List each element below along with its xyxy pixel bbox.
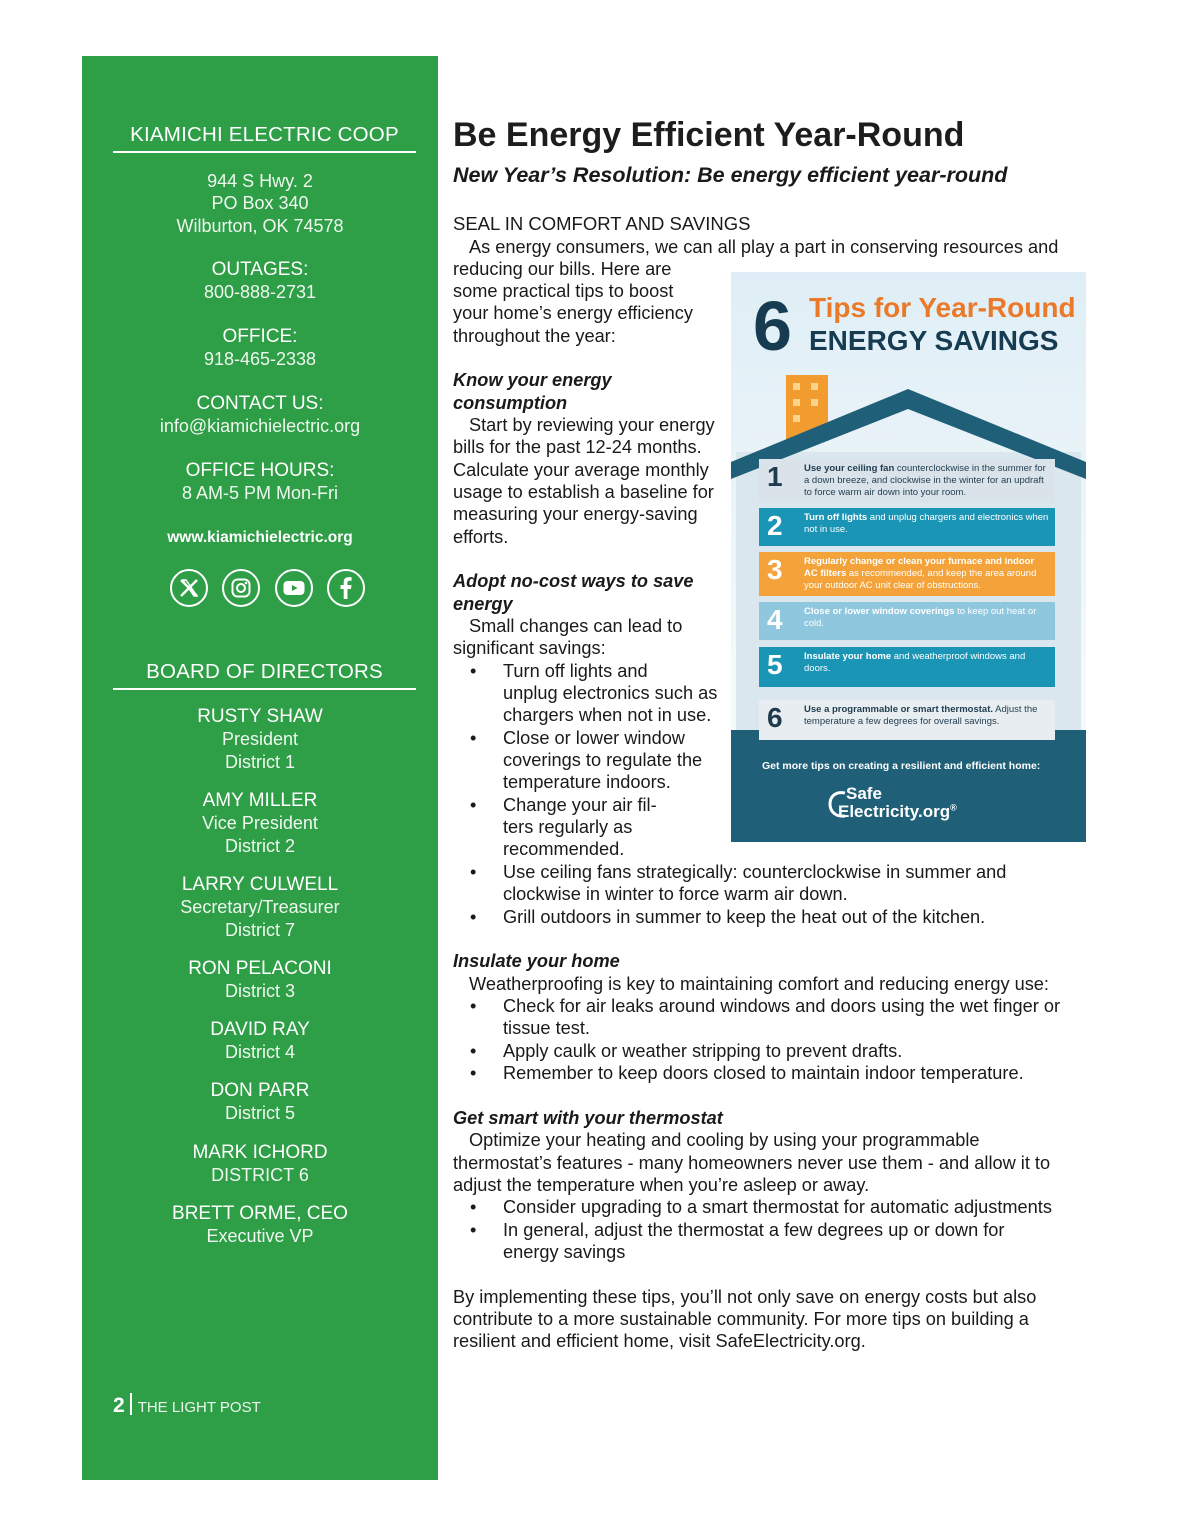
intro-line: reducing our bills. Here are: [453, 259, 672, 279]
member-name: DAVID RAY: [210, 1019, 310, 1040]
address-line: Wilburton, OK 74578: [176, 215, 344, 236]
bullet-text: chargers when not in use.: [503, 705, 712, 725]
know-line: measuring your energy-saving: [453, 504, 698, 524]
outages-info: [82, 259, 438, 304]
tip-number: 4: [767, 604, 783, 635]
building-window: [793, 399, 800, 406]
bullet: •: [470, 1063, 477, 1083]
brand-line1: Safe: [846, 784, 882, 803]
office-info: [82, 326, 438, 371]
tip-number: 5: [767, 649, 783, 680]
member-district: District 7: [224, 919, 295, 940]
infographic-footer-band: [731, 730, 1086, 842]
intro-line: throughout the year:: [453, 326, 616, 346]
tip-number: 3: [767, 554, 783, 585]
address: [82, 170, 438, 237]
know-line: usage to establish a baseline for: [453, 482, 714, 502]
bullet-text: In general, adjust the thermostat a few degrees up or down for: [503, 1220, 1005, 1240]
tip-rest: Adjust the temperature a few degrees for overall savings.: [804, 704, 1038, 727]
member-role: Vice President: [202, 813, 318, 834]
tip-text: [804, 606, 1049, 630]
tip-strong: Turn off lights: [804, 512, 868, 523]
tip-text: [804, 512, 1049, 536]
bullet: •: [470, 661, 477, 681]
member-district: District 4: [224, 1042, 295, 1063]
closing-line: By implementing these tips, you’ll not only save on energy costs but also: [453, 1287, 1037, 1307]
bullet-text: temperature indoors.: [503, 772, 671, 792]
footer-divider: [130, 1393, 132, 1415]
board-member: [82, 1203, 438, 1248]
contact-email-link[interactable]: info@kiamichielectric.org: [159, 416, 361, 437]
member-district: District 3: [224, 981, 295, 1002]
tip-text: [804, 556, 1049, 592]
member-name: AMY MILLER: [202, 790, 318, 811]
closing-line: contribute to a more sustainable community. For more tips on building a: [453, 1309, 1029, 1329]
member-name: DON PARR: [210, 1080, 310, 1101]
building-window: [811, 399, 818, 406]
bullet-text: Remember to keep doors closed to maintain indoor temperature.: [503, 1063, 1024, 1083]
brand-line2: [838, 802, 957, 822]
member-district: District 2: [224, 835, 295, 856]
tip-row: [759, 508, 1055, 546]
instagram-icon[interactable]: [222, 569, 260, 607]
board-member: [82, 1019, 438, 1064]
bullet: •: [470, 1197, 477, 1217]
board-member: [82, 958, 438, 1003]
know-line: Start by reviewing your energy: [469, 415, 715, 435]
tip-strong: Use a programmable or smart thermostat.: [804, 704, 994, 715]
office-hours: [82, 460, 438, 505]
member-name: MARK ICHORD: [192, 1142, 328, 1163]
tip-row: [759, 459, 1055, 503]
bullet-text: Change your air fil-: [503, 795, 657, 815]
insulate-heading: Insulate your home: [453, 951, 620, 971]
board-member: [82, 1080, 438, 1125]
bullet-text: ters regularly as: [503, 817, 633, 837]
member-district: District 1: [224, 751, 295, 772]
thermo-line: Optimize your heating and cooling by using your programmable: [469, 1130, 980, 1150]
member-role: President: [221, 729, 299, 750]
infographic-big-number: 6: [753, 287, 792, 365]
address-line: PO Box 340: [211, 193, 309, 214]
tip-strong: Close or lower window coverings: [804, 606, 955, 617]
tip-number: 1: [767, 461, 783, 492]
tip-row: [759, 647, 1055, 687]
bullet: •: [470, 795, 477, 815]
contact-label: CONTACT US:: [196, 393, 324, 414]
bullet-text: Use ceiling fans strategically: counterclockwise in summer and: [503, 862, 1007, 882]
bullet-text: Check for air leaks around windows and doors using the wet finger or: [503, 996, 1061, 1016]
tip-number: 2: [767, 510, 783, 541]
member-role: Executive VP: [206, 1226, 314, 1247]
bullet-text: clockwise in winter to force warm air down.: [503, 884, 848, 904]
bullet-text: recommended.: [503, 839, 625, 859]
tip-strong: Regularly change or clean your furnace and indoor AC filters: [804, 556, 1035, 579]
member-role: Secretary/Treasurer: [180, 897, 340, 918]
bullet: •: [470, 996, 477, 1016]
sidebar: [82, 56, 438, 1480]
youtube-icon[interactable]: [275, 569, 313, 607]
address-line: 944 S Hwy. 2: [207, 171, 313, 191]
member-name: RUSTY SHAW: [197, 706, 323, 727]
member-name: LARRY CULWELL: [181, 874, 339, 895]
board-member: [82, 790, 438, 857]
insulate-line: Weatherproofing is key to maintaining comfort and reducing energy use:: [469, 974, 1049, 994]
tip-rest: to keep out heat or cold.: [804, 606, 1037, 629]
infographic-title-line2: ENERGY SAVINGS: [809, 325, 1059, 356]
thermo-heading: Get smart with your thermostat: [453, 1108, 723, 1128]
know-line: bills for the past 12-24 months.: [453, 437, 702, 457]
bullet-text: energy savings: [503, 1242, 626, 1262]
board-member: [82, 1142, 438, 1187]
tip-row: [759, 700, 1055, 740]
page-number: 2: [113, 1394, 125, 1417]
bullet: •: [470, 728, 477, 748]
bullet: •: [470, 1041, 477, 1061]
tip-strong: Insulate your home: [804, 651, 892, 662]
publication-name: THE LIGHT POST: [137, 1399, 261, 1416]
brand-registered-mark: ®: [950, 802, 957, 813]
adopt-heading: energy: [453, 594, 513, 614]
know-line: efforts.: [453, 527, 509, 547]
tip-text: [804, 463, 1049, 499]
more-tips-text: Get more tips on creating a resilient and efficient home:: [762, 760, 1041, 772]
hours-value: 8 AM-5 PM Mon-Fri: [181, 483, 339, 504]
adopt-heading: Adopt no-cost ways to save: [453, 571, 694, 591]
adopt-line: Small changes can lead to: [469, 616, 683, 636]
org-name: KIAMICHI ELECTRIC COOP: [113, 123, 416, 153]
bullet-text: Close or lower window: [503, 728, 685, 748]
member-district: DISTRICT 6: [211, 1165, 309, 1186]
tip-row: [759, 552, 1055, 596]
building-window: [811, 383, 818, 390]
office-phone[interactable]: 918-465-2338: [203, 349, 317, 370]
board-heading: BOARD OF DIRECTORS: [113, 660, 416, 690]
closing-line: resilient and efficient home, visit SafeElectricity.org.: [453, 1331, 866, 1351]
section-heading: SEAL IN COMFORT AND SAVINGS: [453, 213, 751, 234]
bullet-text: Turn off lights and: [503, 661, 648, 681]
adopt-line: significant savings:: [453, 638, 606, 658]
bullet-text: Grill outdoors in summer to keep the heat out of the kitchen.: [503, 907, 986, 927]
bullet-text: tissue test.: [503, 1018, 590, 1038]
website-link[interactable]: www.kiamichielectric.org: [167, 529, 353, 546]
building-window: [793, 383, 800, 390]
bullet-text: coverings to regulate the: [503, 750, 703, 770]
bullet: •: [470, 1220, 477, 1240]
tip-rest: and weatherproof windows and doors.: [804, 651, 1026, 674]
hours-label: OFFICE HOURS:: [185, 460, 335, 481]
facebook-icon[interactable]: [327, 569, 365, 607]
page-footer: [113, 1393, 261, 1418]
tip-rest: and unplug chargers and electronics when not in use.: [804, 512, 1049, 535]
know-heading: consumption: [453, 393, 568, 413]
article-title: Be Energy Efficient Year-Round: [453, 116, 965, 154]
intro-line: As energy consumers, we can all play a part in conserving resources and: [469, 237, 1059, 257]
member-name: BRETT ORME, CEO: [172, 1203, 348, 1224]
member-district: District 5: [224, 1103, 295, 1124]
brand-name: Electricity.org: [838, 802, 951, 821]
bullet-text: unplug electronics such as: [503, 683, 718, 703]
thermo-line: adjust the temperature when you’re asleep or away.: [453, 1175, 870, 1195]
thermo-line: thermostat’s features - many homeowners never use them - and allow it to: [453, 1153, 1051, 1173]
member-name: RON PELACONI: [188, 958, 332, 979]
tip-text: [804, 704, 1049, 728]
bullet-text: Consider upgrading to a smart thermostat for automatic adjustments: [503, 1197, 1052, 1217]
tip-strong: Use your ceiling fan: [804, 463, 895, 474]
bullet-text: Apply caulk or weather stripping to prevent drafts.: [503, 1041, 903, 1061]
tip-rest: counterclockwise in the summer for a down breeze, and clockwise in the winter for an updraft to force warm air down into your room.: [804, 463, 1046, 498]
intro-line: some practical tips to boost: [453, 281, 674, 301]
article-subtitle: New Year’s Resolution: Be energy efficient year-round: [453, 163, 1008, 187]
know-line: Calculate your average monthly: [453, 460, 709, 480]
x-icon[interactable]: [170, 569, 208, 607]
outages-phone[interactable]: 800-888-2731: [203, 282, 317, 303]
energy-tips-infographic: [731, 272, 1086, 842]
know-heading: Know your energy: [453, 370, 612, 390]
infographic-title-line1: Tips for Year-Round: [809, 292, 1076, 323]
tip-row: [759, 602, 1055, 640]
building-window: [793, 415, 800, 422]
tip-number: 6: [767, 702, 783, 733]
contact-info: [82, 393, 438, 438]
tip-text: [804, 651, 1049, 675]
bullet: •: [470, 862, 477, 882]
bullet: •: [470, 907, 477, 927]
outages-label: OUTAGES:: [211, 259, 309, 280]
social-links: [170, 569, 365, 607]
office-label: OFFICE:: [222, 326, 298, 347]
tip-rest: as recommended, and keep the area around your outdoor AC unit clear of obstructions.: [804, 568, 1037, 591]
board-member: [82, 874, 438, 941]
board-member: [82, 706, 438, 773]
intro-line: your home’s energy efficiency: [453, 303, 693, 323]
